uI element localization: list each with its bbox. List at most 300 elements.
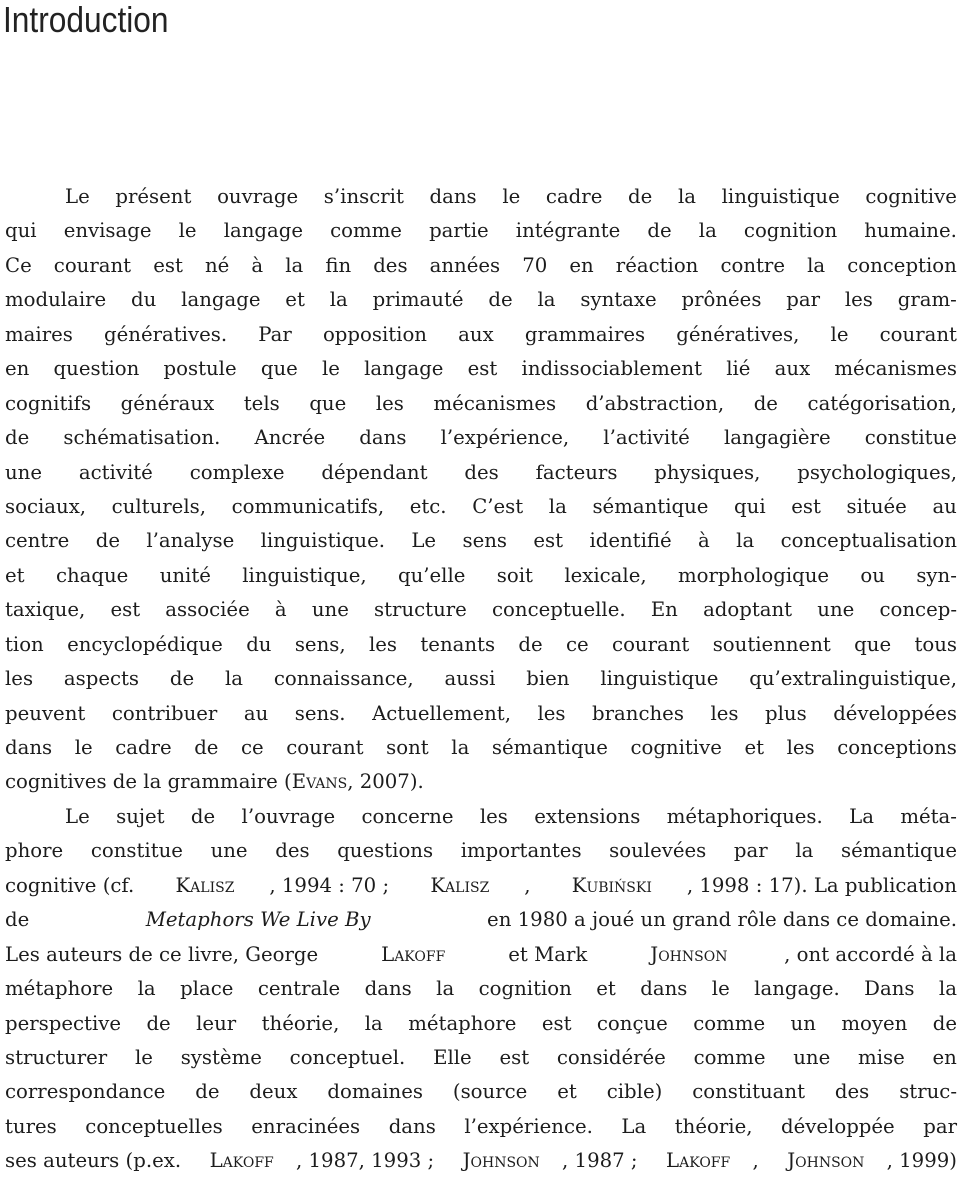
word: le bbox=[74, 736, 93, 759]
word: de bbox=[518, 632, 543, 656]
word: linguistique. bbox=[260, 529, 385, 553]
text-line bbox=[5, 456, 957, 490]
word: qu’extralinguistique, bbox=[749, 667, 957, 691]
text-run: , bbox=[752, 1149, 765, 1173]
word: syntaxe bbox=[580, 288, 657, 312]
word: de bbox=[5, 426, 30, 450]
word: de bbox=[932, 1011, 957, 1035]
word: les bbox=[844, 288, 873, 312]
word: dans bbox=[640, 977, 688, 1001]
word: tenants bbox=[420, 632, 496, 656]
word: le bbox=[134, 1045, 153, 1069]
word: les bbox=[786, 736, 815, 759]
word: phore bbox=[5, 839, 64, 863]
word: la bbox=[938, 977, 957, 1001]
word: sémantique bbox=[592, 494, 709, 518]
word: de bbox=[753, 391, 778, 415]
word: est bbox=[791, 494, 821, 518]
word: partie bbox=[429, 219, 489, 243]
word: le bbox=[321, 357, 340, 381]
word: courant bbox=[612, 632, 690, 656]
text-run: en 1980 a joué un grand rôle dans ce domaine. bbox=[480, 908, 957, 932]
word: les bbox=[710, 701, 739, 725]
word: connaissance, bbox=[273, 667, 414, 691]
word: structurer bbox=[5, 1045, 108, 1069]
word: de bbox=[488, 288, 513, 312]
word: mécanismes bbox=[834, 357, 957, 381]
word: adoptant bbox=[703, 598, 793, 622]
text-run: , ont accordé à la bbox=[784, 942, 957, 966]
word: catégorisation, bbox=[807, 391, 957, 415]
word: unité bbox=[159, 563, 211, 587]
word: cible) bbox=[606, 1080, 663, 1104]
word: questions bbox=[337, 839, 434, 863]
word: mise bbox=[858, 1045, 905, 1069]
word: de bbox=[194, 736, 219, 759]
word: contre bbox=[720, 253, 785, 277]
word: l’analyse bbox=[146, 529, 235, 553]
text-line bbox=[5, 697, 957, 731]
text-line bbox=[5, 421, 957, 455]
word: la bbox=[537, 288, 556, 312]
word: activité bbox=[78, 460, 153, 484]
word: cognitifs bbox=[5, 391, 92, 415]
word: envisage bbox=[63, 219, 152, 243]
text-line bbox=[5, 593, 957, 627]
word: dans bbox=[388, 1114, 436, 1138]
text-line bbox=[5, 214, 957, 248]
author-name: Lakoff bbox=[666, 1149, 731, 1173]
text-line bbox=[5, 352, 957, 386]
word: la bbox=[364, 1011, 383, 1035]
word: linguistique, bbox=[242, 563, 367, 587]
word: méta- bbox=[900, 804, 957, 828]
word: en bbox=[5, 357, 30, 381]
word: théorie, bbox=[674, 1114, 753, 1138]
author-name: Evans bbox=[291, 770, 348, 794]
word: en bbox=[932, 1045, 957, 1069]
word: la bbox=[329, 288, 348, 312]
word: conceptualisation bbox=[780, 529, 957, 553]
word: cognitive bbox=[630, 736, 722, 759]
word: la bbox=[451, 736, 470, 759]
word: morphologique bbox=[678, 563, 830, 587]
word: aspects bbox=[63, 667, 140, 691]
word: conceptuelles bbox=[85, 1114, 223, 1138]
author-name: Lakoff bbox=[209, 1149, 274, 1173]
text-line bbox=[5, 180, 957, 214]
word: qui bbox=[5, 219, 37, 243]
text-run: Les auteurs de ce livre, George bbox=[5, 942, 325, 966]
word: et bbox=[744, 736, 765, 759]
word: des bbox=[373, 253, 408, 277]
word: sont bbox=[386, 736, 429, 759]
word: est bbox=[110, 598, 141, 622]
word: l’ouvrage bbox=[241, 804, 336, 828]
word: dans bbox=[359, 426, 407, 450]
word: une bbox=[817, 598, 855, 622]
text-line bbox=[5, 1075, 957, 1109]
text-run: de bbox=[5, 908, 36, 932]
text-line bbox=[5, 800, 957, 834]
word: une bbox=[793, 1045, 831, 1069]
author-name: Lakoff bbox=[381, 942, 446, 966]
word: cognitive bbox=[865, 185, 957, 208]
word: les bbox=[537, 701, 566, 725]
word: Elle bbox=[433, 1045, 472, 1069]
text-line bbox=[5, 1110, 957, 1144]
word: La bbox=[849, 804, 874, 828]
author-name: Kalisz bbox=[175, 873, 235, 897]
word: conceptuelle. bbox=[492, 598, 626, 622]
word: et bbox=[557, 1080, 577, 1104]
word: soulevées bbox=[609, 839, 707, 863]
word: physiques, bbox=[654, 460, 761, 484]
author-name: Kubiński bbox=[571, 873, 652, 897]
word: généraux bbox=[120, 391, 215, 415]
word: des bbox=[464, 460, 499, 484]
text-run: et Mark bbox=[502, 942, 594, 966]
word: en bbox=[569, 253, 594, 277]
word: sémantique bbox=[840, 839, 957, 863]
word: constitue bbox=[864, 426, 957, 450]
word: identifié bbox=[589, 529, 672, 553]
word: perspective bbox=[5, 1011, 122, 1035]
page-title: Introduction bbox=[3, 0, 169, 40]
word: etc. bbox=[409, 494, 447, 518]
text-line bbox=[5, 387, 957, 421]
word: concerne bbox=[361, 804, 454, 828]
word: génératives. bbox=[104, 322, 228, 346]
word: tous bbox=[914, 632, 957, 656]
word: située bbox=[846, 494, 907, 518]
word: est bbox=[499, 1045, 530, 1069]
word: sociaux, bbox=[5, 494, 87, 518]
word: des bbox=[275, 839, 310, 863]
word: des bbox=[834, 1080, 870, 1104]
word: culturels, bbox=[111, 494, 206, 518]
paragraph-1 bbox=[5, 180, 957, 800]
word: la bbox=[736, 529, 755, 553]
book-title: Metaphors We Live By bbox=[145, 908, 371, 932]
word: branches bbox=[592, 701, 684, 725]
text-run: , 1999) bbox=[886, 1149, 957, 1173]
word: le bbox=[502, 185, 521, 208]
word: Par bbox=[258, 322, 292, 346]
word: génératives, bbox=[676, 322, 800, 346]
word: par bbox=[786, 288, 821, 312]
word: psychologiques, bbox=[797, 460, 957, 484]
word: l’expérience. bbox=[464, 1114, 593, 1138]
word: peuvent bbox=[5, 701, 86, 725]
word: communicatifs, bbox=[231, 494, 385, 518]
word: tels bbox=[243, 391, 280, 415]
word: et bbox=[5, 563, 25, 587]
word: Le bbox=[411, 529, 437, 553]
word: de bbox=[628, 185, 653, 208]
text-line bbox=[5, 559, 957, 593]
text-line bbox=[5, 938, 957, 972]
word: le bbox=[830, 322, 849, 346]
word: réaction bbox=[615, 253, 699, 277]
word: Ce bbox=[5, 253, 32, 277]
word: langage. bbox=[754, 977, 840, 1001]
word: syn- bbox=[916, 563, 957, 587]
word: conceptuel. bbox=[289, 1045, 406, 1069]
word: associée bbox=[165, 598, 250, 622]
text-run: cognitive (cf. bbox=[5, 873, 141, 897]
text-run: , 1987, 1993 ; bbox=[296, 1149, 441, 1173]
word: métaphore bbox=[408, 1011, 517, 1035]
word: la bbox=[137, 977, 156, 1001]
word: soit bbox=[496, 563, 533, 587]
word: concep- bbox=[879, 598, 957, 622]
word: comme bbox=[693, 1011, 766, 1035]
word: Dans bbox=[864, 977, 915, 1001]
word: humaine. bbox=[864, 219, 957, 243]
word: métaphore bbox=[5, 977, 114, 1001]
text-line bbox=[5, 524, 957, 558]
word: chaque bbox=[55, 563, 129, 587]
word: aussi bbox=[444, 667, 496, 691]
word: que bbox=[854, 632, 892, 656]
word: moyen bbox=[841, 1011, 908, 1035]
author-name: Johnson bbox=[462, 1149, 540, 1173]
word: deux bbox=[249, 1080, 298, 1104]
word: facteurs bbox=[535, 460, 618, 484]
word: de bbox=[146, 1011, 171, 1035]
word: une bbox=[5, 460, 43, 484]
word: opposition bbox=[322, 322, 427, 346]
word: tion bbox=[5, 632, 44, 656]
word: que bbox=[309, 391, 347, 415]
word: Actuellement, bbox=[372, 701, 511, 725]
word: l’expérience, bbox=[440, 426, 570, 450]
word: importantes bbox=[460, 839, 582, 863]
word: sens bbox=[462, 529, 508, 553]
word: La bbox=[621, 1114, 647, 1138]
word: est bbox=[541, 1011, 572, 1035]
word: du bbox=[131, 288, 157, 312]
word: la bbox=[807, 253, 826, 277]
word: et bbox=[596, 977, 616, 1001]
word: sens. bbox=[294, 701, 346, 725]
word: centrale bbox=[257, 977, 341, 1001]
word: est bbox=[467, 357, 498, 381]
word: complexe bbox=[189, 460, 285, 484]
text-line bbox=[5, 490, 957, 524]
word: est bbox=[153, 253, 183, 277]
word: extensions bbox=[534, 804, 641, 828]
word: C’est bbox=[472, 494, 524, 518]
word: question bbox=[53, 357, 140, 381]
word: schématisation. bbox=[63, 426, 221, 450]
word: fin bbox=[325, 253, 352, 277]
word: ou bbox=[860, 563, 885, 587]
word: qui bbox=[734, 494, 766, 518]
word: la bbox=[677, 185, 696, 208]
word: par bbox=[733, 839, 768, 863]
text-line bbox=[5, 628, 957, 662]
word: est bbox=[533, 529, 564, 553]
word: les bbox=[479, 804, 508, 828]
word: grammaires bbox=[524, 322, 646, 346]
word: place bbox=[180, 977, 234, 1001]
text-line bbox=[5, 972, 957, 1006]
word: à bbox=[251, 253, 264, 277]
word: sémantique bbox=[491, 736, 608, 759]
word: courant bbox=[53, 253, 132, 277]
word: présent bbox=[115, 185, 192, 208]
word: une bbox=[311, 598, 349, 622]
word: leur bbox=[196, 1011, 237, 1035]
word: contribuer bbox=[111, 701, 218, 725]
author-name: Kalisz bbox=[430, 873, 490, 897]
word: la bbox=[795, 839, 814, 863]
word: maires bbox=[5, 322, 73, 346]
word: de bbox=[195, 1080, 220, 1104]
word: de bbox=[647, 219, 672, 243]
word: encyclopédique bbox=[67, 632, 223, 656]
author-name: Johnson bbox=[650, 942, 728, 966]
word: conçue bbox=[596, 1011, 668, 1035]
text-run: , 1987 ; bbox=[562, 1149, 644, 1173]
word: ouvrage bbox=[217, 185, 299, 208]
word: la bbox=[224, 667, 243, 691]
word: système bbox=[180, 1045, 262, 1069]
word: Le bbox=[65, 804, 90, 828]
text-line bbox=[5, 1144, 957, 1178]
word: primauté bbox=[372, 288, 464, 312]
text-run: , bbox=[524, 873, 537, 897]
word: Ancrée bbox=[254, 426, 326, 450]
word: de bbox=[169, 667, 195, 691]
word: prônées bbox=[681, 288, 762, 312]
word: ce bbox=[566, 632, 589, 656]
word: constituant bbox=[692, 1080, 805, 1104]
word: taxique, bbox=[5, 598, 86, 622]
text-line bbox=[5, 1041, 957, 1075]
word: langage bbox=[223, 219, 303, 243]
word: comme bbox=[330, 219, 402, 243]
word: courant bbox=[286, 736, 364, 759]
word: comme bbox=[693, 1045, 766, 1069]
word: linguistique bbox=[721, 185, 840, 208]
word: dans bbox=[429, 185, 477, 208]
word: enracinées bbox=[251, 1114, 361, 1138]
word: la bbox=[436, 977, 455, 1001]
word: du bbox=[246, 632, 272, 656]
text-line bbox=[5, 1007, 957, 1041]
text-line bbox=[5, 765, 957, 799]
text-line bbox=[5, 249, 957, 283]
word: tures bbox=[5, 1114, 57, 1138]
word: par bbox=[923, 1114, 957, 1138]
text-line bbox=[5, 662, 957, 696]
word: sens, bbox=[294, 632, 346, 656]
word: aux bbox=[774, 357, 811, 381]
word: gram- bbox=[897, 288, 957, 312]
word: dans bbox=[5, 736, 53, 759]
body-text bbox=[5, 180, 957, 1179]
text-run: , 1998 : 17). La publication bbox=[686, 873, 957, 897]
word: plus bbox=[765, 701, 807, 725]
word: Le bbox=[65, 185, 90, 208]
word: structure bbox=[374, 598, 467, 622]
word: l’activité bbox=[603, 426, 690, 450]
word: modulaire bbox=[5, 288, 107, 312]
word: que bbox=[260, 357, 298, 381]
word: lié bbox=[726, 357, 751, 381]
word: les bbox=[375, 391, 404, 415]
word: dépendant bbox=[321, 460, 428, 484]
word: la bbox=[548, 494, 567, 518]
word: aux bbox=[458, 322, 494, 346]
author-name: Johnson bbox=[787, 1149, 865, 1173]
word: développée bbox=[781, 1114, 895, 1138]
word: intégrante bbox=[515, 219, 621, 243]
paragraph-2 bbox=[5, 800, 957, 1179]
word: linguistique bbox=[600, 667, 719, 691]
word: au bbox=[243, 701, 269, 725]
word: langagière bbox=[723, 426, 831, 450]
word: et bbox=[285, 288, 305, 312]
word: né bbox=[204, 253, 230, 277]
word: postule bbox=[163, 357, 237, 381]
word: les bbox=[368, 632, 398, 656]
word: métaphoriques. bbox=[666, 804, 823, 828]
word: langage bbox=[181, 288, 261, 312]
word: développées bbox=[833, 701, 957, 725]
text-line bbox=[5, 869, 957, 903]
word: qu’elle bbox=[397, 563, 466, 587]
word: En bbox=[650, 598, 678, 622]
word: ce bbox=[241, 736, 264, 759]
text-line bbox=[5, 731, 957, 765]
word: (source bbox=[452, 1080, 528, 1104]
text-line bbox=[5, 834, 957, 868]
word: conception bbox=[847, 253, 957, 277]
word: cadre bbox=[115, 736, 172, 759]
word: de bbox=[190, 804, 216, 828]
text-run: ses auteurs (p.ex. bbox=[5, 1149, 188, 1173]
text-run: , 1994 : 70 ; bbox=[269, 873, 396, 897]
word: cognition bbox=[743, 219, 838, 243]
word: le bbox=[178, 219, 197, 243]
word: à bbox=[274, 598, 287, 622]
word: correspondance bbox=[5, 1080, 166, 1104]
word: mécanismes bbox=[433, 391, 557, 415]
text-run: , 2007). bbox=[347, 770, 424, 794]
word: une bbox=[210, 839, 248, 863]
text-run: cognitives de la grammaire ( bbox=[5, 770, 292, 794]
word: les bbox=[5, 667, 34, 691]
word: constitue bbox=[90, 839, 183, 863]
word: à bbox=[698, 529, 710, 553]
word: au bbox=[932, 494, 957, 518]
word: domaines bbox=[327, 1080, 423, 1104]
word: théorie, bbox=[261, 1011, 340, 1035]
word: de bbox=[95, 529, 120, 553]
word: conceptions bbox=[837, 736, 957, 759]
word: le bbox=[711, 977, 730, 1001]
word: courant bbox=[879, 322, 957, 346]
word: langage bbox=[364, 357, 444, 381]
word: bien bbox=[526, 667, 570, 691]
word: indissociablement bbox=[521, 357, 702, 381]
word: lexicale, bbox=[564, 563, 647, 587]
word: la bbox=[285, 253, 304, 277]
